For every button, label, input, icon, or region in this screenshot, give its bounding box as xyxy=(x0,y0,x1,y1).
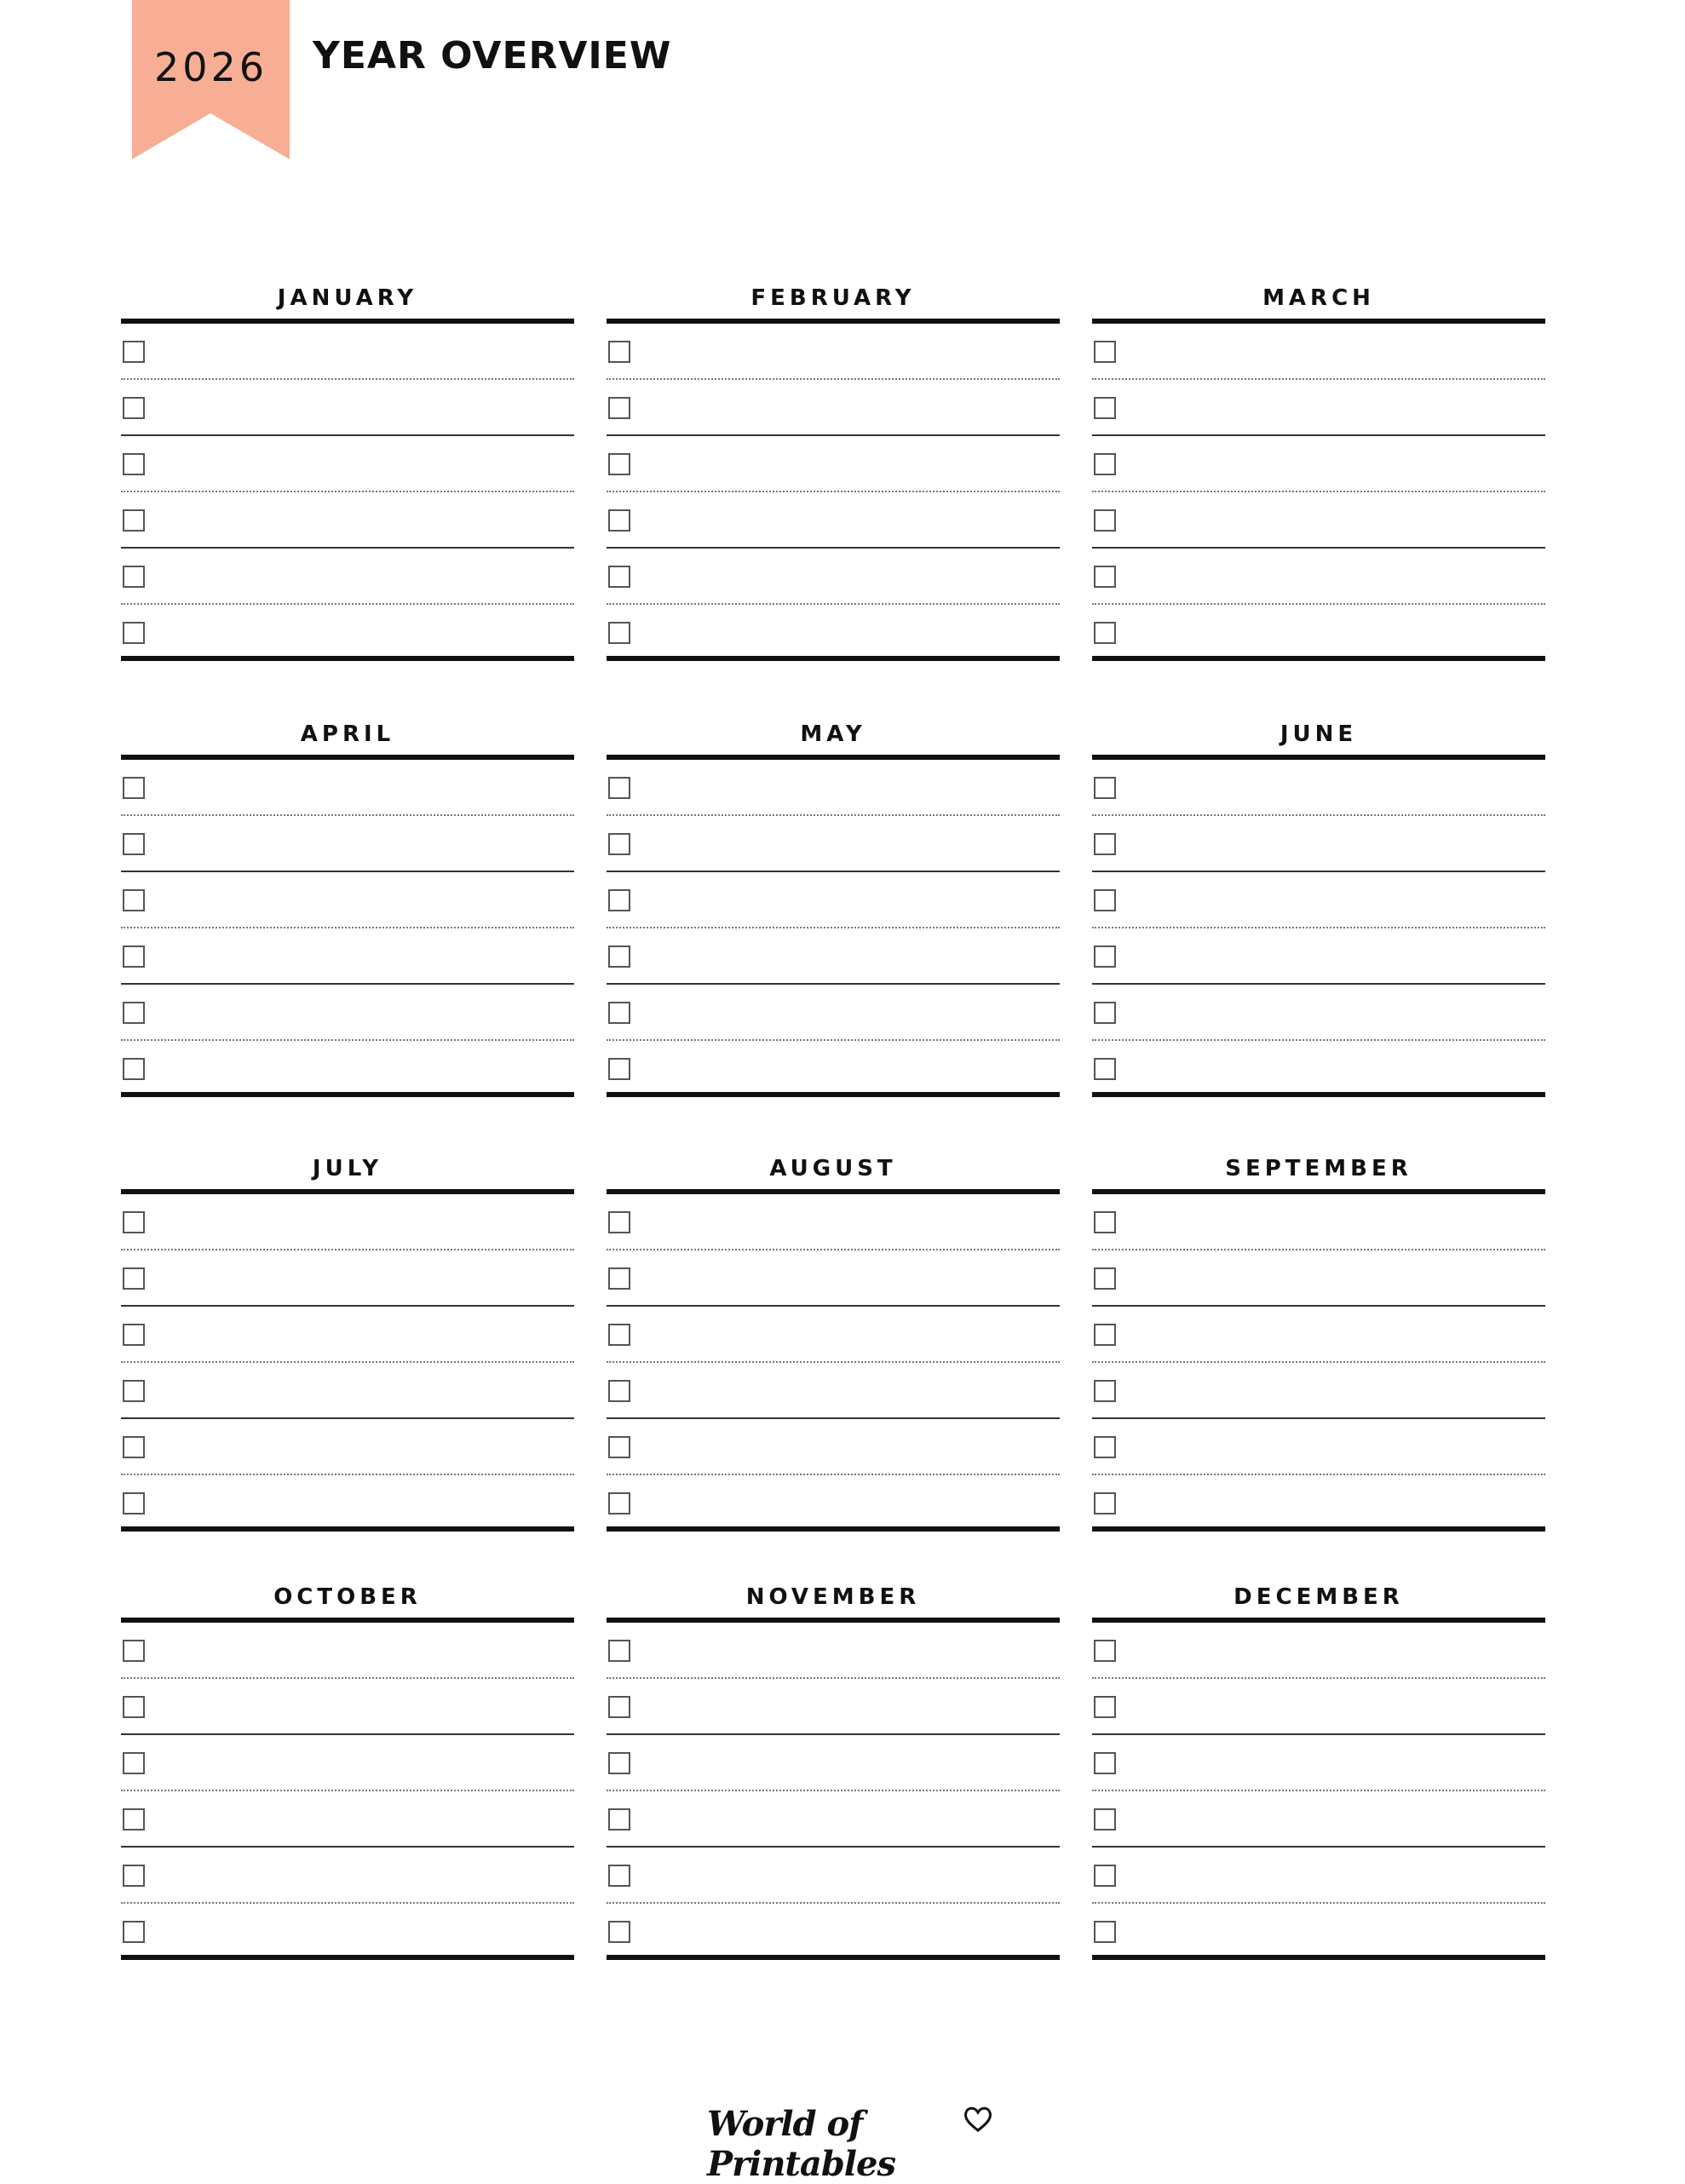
task-row xyxy=(121,1419,574,1475)
task-row xyxy=(121,1475,574,1532)
task-row xyxy=(607,492,1060,549)
task-checkbox[interactable] xyxy=(608,1696,630,1718)
task-row xyxy=(1092,1735,1545,1791)
task-checkbox[interactable] xyxy=(1094,453,1116,475)
task-list xyxy=(1092,1623,1545,1960)
task-row xyxy=(121,1791,574,1848)
task-row xyxy=(607,1735,1060,1791)
task-row xyxy=(121,492,574,549)
task-row xyxy=(121,1735,574,1791)
task-row xyxy=(607,1904,1060,1960)
task-row xyxy=(1092,324,1545,380)
task-row xyxy=(607,549,1060,605)
task-row xyxy=(607,380,1060,436)
task-row xyxy=(607,324,1060,380)
task-write-line[interactable] xyxy=(644,1363,1060,1417)
month-block-december xyxy=(1092,1580,1545,1960)
task-checkbox[interactable] xyxy=(1094,1267,1116,1290)
task-write-line[interactable] xyxy=(644,928,1060,983)
task-checkbox[interactable] xyxy=(1094,945,1116,968)
task-write-line[interactable] xyxy=(644,1623,1060,1677)
task-list xyxy=(121,1194,574,1532)
task-write-line[interactable] xyxy=(1130,985,1545,1039)
task-checkbox[interactable] xyxy=(1094,1058,1116,1080)
task-write-line[interactable] xyxy=(644,436,1060,491)
task-write-line[interactable] xyxy=(644,1735,1060,1790)
task-checkbox[interactable] xyxy=(123,833,145,855)
task-checkbox[interactable] xyxy=(1094,1211,1116,1233)
task-write-line[interactable] xyxy=(1130,324,1545,378)
month-block-november xyxy=(607,1580,1060,1960)
task-write-line[interactable] xyxy=(158,1419,574,1474)
task-checkbox[interactable] xyxy=(1094,1865,1116,1887)
task-write-line[interactable] xyxy=(644,760,1060,814)
task-checkbox[interactable] xyxy=(123,1324,145,1346)
task-checkbox[interactable] xyxy=(123,945,145,968)
task-row xyxy=(607,928,1060,985)
task-write-line[interactable] xyxy=(158,1307,574,1361)
task-checkbox[interactable] xyxy=(1094,1002,1116,1024)
month-title: JUNE xyxy=(1280,721,1358,747)
task-write-line[interactable] xyxy=(1130,872,1545,927)
task-checkbox[interactable] xyxy=(608,1640,630,1662)
month-block-april xyxy=(121,717,574,1097)
brand-logo xyxy=(707,2104,1014,2184)
year-label: 2026 xyxy=(153,44,268,90)
task-checkbox[interactable] xyxy=(1094,1808,1116,1831)
task-write-line[interactable] xyxy=(1130,492,1545,547)
task-checkbox[interactable] xyxy=(1094,566,1116,588)
task-checkbox[interactable] xyxy=(608,453,630,475)
task-write-line[interactable] xyxy=(644,324,1060,378)
month-block-march xyxy=(1092,281,1545,661)
task-checkbox[interactable] xyxy=(1094,1752,1116,1774)
task-row xyxy=(121,816,574,872)
task-checkbox[interactable] xyxy=(608,1808,630,1831)
task-list xyxy=(121,760,574,1097)
task-list xyxy=(1092,324,1545,661)
task-row xyxy=(1092,1307,1545,1363)
month-title: APRIL xyxy=(300,721,395,747)
task-write-line[interactable] xyxy=(1130,816,1545,871)
task-row xyxy=(607,1419,1060,1475)
task-checkbox[interactable] xyxy=(1094,1640,1116,1662)
task-row xyxy=(121,1041,574,1097)
task-row xyxy=(121,1250,574,1307)
task-row xyxy=(607,1848,1060,1904)
task-write-line[interactable] xyxy=(158,1679,574,1733)
task-write-line[interactable] xyxy=(158,436,574,491)
task-write-line[interactable] xyxy=(644,1250,1060,1305)
task-checkbox[interactable] xyxy=(608,1865,630,1887)
task-checkbox[interactable] xyxy=(608,566,630,588)
task-write-line[interactable] xyxy=(158,1791,574,1846)
month-title: MAY xyxy=(800,721,866,747)
task-checkbox[interactable] xyxy=(1094,1492,1116,1514)
task-checkbox[interactable] xyxy=(123,1640,145,1662)
task-row xyxy=(1092,492,1545,549)
page-title: YEAR OVERVIEW xyxy=(313,34,672,78)
month-title: FEBRUARY xyxy=(750,285,916,311)
task-row xyxy=(121,1904,574,1960)
task-checkbox[interactable] xyxy=(123,1696,145,1718)
task-row xyxy=(1092,605,1545,661)
task-row xyxy=(121,985,574,1041)
task-row xyxy=(607,1250,1060,1307)
task-row xyxy=(1092,1623,1545,1679)
task-write-line[interactable] xyxy=(644,1791,1060,1846)
task-checkbox[interactable] xyxy=(1094,1921,1116,1943)
heart-icon xyxy=(963,2104,993,2135)
task-write-line[interactable] xyxy=(644,816,1060,871)
month-title: DECEMBER xyxy=(1234,1584,1404,1610)
task-row xyxy=(121,605,574,661)
task-list xyxy=(607,760,1060,1097)
task-write-line[interactable] xyxy=(158,1623,574,1677)
task-row xyxy=(607,985,1060,1041)
task-checkbox[interactable] xyxy=(1094,1696,1116,1718)
task-checkbox[interactable] xyxy=(123,889,145,911)
task-write-line[interactable] xyxy=(1130,436,1545,491)
task-list xyxy=(607,1194,1060,1532)
task-row xyxy=(607,1041,1060,1097)
task-checkbox[interactable] xyxy=(608,889,630,911)
task-row xyxy=(1092,1363,1545,1419)
task-checkbox[interactable] xyxy=(608,1058,630,1080)
month-block-october xyxy=(121,1580,574,1960)
task-write-line[interactable] xyxy=(158,605,574,656)
month-title: AUGUST xyxy=(769,1156,897,1181)
task-checkbox[interactable] xyxy=(123,1002,145,1024)
task-write-line[interactable] xyxy=(1130,1848,1545,1902)
task-write-line[interactable] xyxy=(1130,760,1545,814)
task-row xyxy=(121,928,574,985)
task-write-line[interactable] xyxy=(644,605,1060,656)
month-title: MARCH xyxy=(1262,285,1375,311)
task-row xyxy=(1092,872,1545,928)
task-checkbox[interactable] xyxy=(1094,397,1116,419)
task-checkbox[interactable] xyxy=(123,1436,145,1458)
task-list xyxy=(1092,760,1545,1097)
task-write-line[interactable] xyxy=(644,492,1060,547)
task-write-line[interactable] xyxy=(1130,1363,1545,1417)
task-row xyxy=(1092,1194,1545,1250)
task-checkbox[interactable] xyxy=(1094,777,1116,799)
task-write-line[interactable] xyxy=(158,1363,574,1417)
task-row xyxy=(1092,380,1545,436)
task-checkbox[interactable] xyxy=(1094,1380,1116,1402)
task-checkbox[interactable] xyxy=(1094,509,1116,532)
task-row xyxy=(1092,1791,1545,1848)
task-row xyxy=(1092,760,1545,816)
task-row xyxy=(121,760,574,816)
task-write-line[interactable] xyxy=(1130,1250,1545,1305)
task-checkbox[interactable] xyxy=(123,1058,145,1080)
task-write-line[interactable] xyxy=(1130,605,1545,656)
task-write-line[interactable] xyxy=(1130,1194,1545,1249)
task-checkbox[interactable] xyxy=(608,1492,630,1514)
task-write-line[interactable] xyxy=(158,928,574,983)
task-row xyxy=(1092,1041,1545,1097)
month-title: OCTOBER xyxy=(273,1584,422,1610)
task-checkbox[interactable] xyxy=(123,397,145,419)
task-checkbox[interactable] xyxy=(123,1211,145,1233)
task-list xyxy=(121,1623,574,1960)
task-row xyxy=(607,816,1060,872)
task-row xyxy=(607,1307,1060,1363)
task-row xyxy=(607,1791,1060,1848)
task-write-line[interactable] xyxy=(158,1041,574,1092)
task-row xyxy=(607,1475,1060,1532)
task-checkbox[interactable] xyxy=(608,1921,630,1943)
month-title: JULY xyxy=(312,1156,383,1181)
task-row xyxy=(121,1848,574,1904)
task-write-line[interactable] xyxy=(158,380,574,434)
task-checkbox[interactable] xyxy=(123,777,145,799)
task-write-line[interactable] xyxy=(1130,1904,1545,1955)
month-block-january xyxy=(121,281,574,661)
task-row xyxy=(121,1194,574,1250)
task-row xyxy=(121,549,574,605)
task-checkbox[interactable] xyxy=(123,1808,145,1831)
task-write-line[interactable] xyxy=(158,492,574,547)
task-row xyxy=(1092,816,1545,872)
task-checkbox[interactable] xyxy=(608,1267,630,1290)
task-row xyxy=(1092,1250,1545,1307)
task-checkbox[interactable] xyxy=(608,1002,630,1024)
task-write-line[interactable] xyxy=(158,816,574,871)
task-row xyxy=(607,1679,1060,1735)
month-block-june xyxy=(1092,717,1545,1097)
task-write-line[interactable] xyxy=(158,324,574,378)
task-checkbox[interactable] xyxy=(608,833,630,855)
task-write-line[interactable] xyxy=(1130,380,1545,434)
task-write-line[interactable] xyxy=(644,549,1060,603)
month-title: SEPTEMBER xyxy=(1225,1156,1412,1181)
task-checkbox[interactable] xyxy=(123,1380,145,1402)
task-row xyxy=(1092,436,1545,492)
month-title: JANUARY xyxy=(277,285,418,311)
task-row xyxy=(1092,985,1545,1041)
task-list xyxy=(1092,1194,1545,1532)
task-row xyxy=(121,1623,574,1679)
month-block-august xyxy=(607,1152,1060,1532)
task-row xyxy=(607,1363,1060,1419)
month-block-september xyxy=(1092,1152,1545,1532)
task-checkbox[interactable] xyxy=(1094,889,1116,911)
task-write-line[interactable] xyxy=(1130,1791,1545,1846)
task-row xyxy=(607,760,1060,816)
task-checkbox[interactable] xyxy=(123,1752,145,1774)
task-row xyxy=(607,436,1060,492)
task-row xyxy=(1092,1419,1545,1475)
task-checkbox[interactable] xyxy=(123,453,145,475)
task-checkbox[interactable] xyxy=(1094,341,1116,363)
task-write-line[interactable] xyxy=(644,1307,1060,1361)
task-list xyxy=(607,324,1060,661)
task-checkbox[interactable] xyxy=(608,1324,630,1346)
task-checkbox[interactable] xyxy=(1094,833,1116,855)
task-checkbox[interactable] xyxy=(123,1492,145,1514)
task-checkbox[interactable] xyxy=(608,509,630,532)
task-row xyxy=(607,1194,1060,1250)
task-row xyxy=(1092,1904,1545,1960)
task-checkbox[interactable] xyxy=(608,945,630,968)
task-write-line[interactable] xyxy=(644,1679,1060,1733)
task-row xyxy=(607,872,1060,928)
task-list xyxy=(121,324,574,661)
task-row xyxy=(1092,1475,1545,1532)
month-title: NOVEMBER xyxy=(745,1584,921,1610)
task-row xyxy=(121,1307,574,1363)
task-write-line[interactable] xyxy=(644,1475,1060,1526)
month-block-july xyxy=(121,1152,574,1532)
task-row xyxy=(121,436,574,492)
task-write-line[interactable] xyxy=(1130,1735,1545,1790)
task-write-line[interactable] xyxy=(1130,549,1545,603)
task-write-line[interactable] xyxy=(158,1904,574,1955)
task-checkbox[interactable] xyxy=(123,1865,145,1887)
task-write-line[interactable] xyxy=(644,1194,1060,1249)
task-checkbox[interactable] xyxy=(608,1436,630,1458)
task-write-line[interactable] xyxy=(1130,928,1545,983)
task-checkbox[interactable] xyxy=(608,341,630,363)
task-checkbox[interactable] xyxy=(608,777,630,799)
task-write-line[interactable] xyxy=(644,380,1060,434)
task-write-line[interactable] xyxy=(158,1250,574,1305)
task-checkbox[interactable] xyxy=(608,397,630,419)
task-write-line[interactable] xyxy=(158,549,574,603)
task-checkbox[interactable] xyxy=(1094,1436,1116,1458)
task-checkbox[interactable] xyxy=(123,1921,145,1943)
task-write-line[interactable] xyxy=(644,1419,1060,1474)
month-block-february xyxy=(607,281,1060,661)
task-write-line[interactable] xyxy=(158,1848,574,1902)
task-checkbox[interactable] xyxy=(123,566,145,588)
brand-logo-text: World of Printables xyxy=(707,2104,895,2184)
task-write-line[interactable] xyxy=(158,1475,574,1526)
task-write-line[interactable] xyxy=(644,985,1060,1039)
task-row xyxy=(1092,549,1545,605)
task-checkbox[interactable] xyxy=(123,1267,145,1290)
task-row xyxy=(121,1363,574,1419)
task-list xyxy=(607,1623,1060,1960)
task-write-line[interactable] xyxy=(1130,1623,1545,1677)
task-write-line[interactable] xyxy=(644,872,1060,927)
task-write-line[interactable] xyxy=(1130,1041,1545,1092)
task-checkbox[interactable] xyxy=(608,1380,630,1402)
task-write-line[interactable] xyxy=(644,1848,1060,1902)
task-checkbox[interactable] xyxy=(608,1211,630,1233)
task-checkbox[interactable] xyxy=(1094,622,1116,644)
task-row xyxy=(1092,928,1545,985)
task-write-line[interactable] xyxy=(644,1041,1060,1092)
task-write-line[interactable] xyxy=(158,760,574,814)
task-row xyxy=(607,605,1060,661)
task-write-line[interactable] xyxy=(1130,1679,1545,1733)
task-checkbox[interactable] xyxy=(608,1752,630,1774)
task-row xyxy=(607,1623,1060,1679)
task-checkbox[interactable] xyxy=(123,509,145,532)
task-checkbox[interactable] xyxy=(1094,1324,1116,1346)
task-write-line[interactable] xyxy=(1130,1475,1545,1526)
task-write-line[interactable] xyxy=(158,1194,574,1249)
task-row xyxy=(121,1679,574,1735)
task-row xyxy=(121,380,574,436)
task-row xyxy=(1092,1848,1545,1904)
task-row xyxy=(1092,1679,1545,1735)
month-block-may xyxy=(607,717,1060,1097)
task-checkbox[interactable] xyxy=(123,622,145,644)
task-checkbox[interactable] xyxy=(123,341,145,363)
task-write-line[interactable] xyxy=(1130,1419,1545,1474)
task-checkbox[interactable] xyxy=(608,622,630,644)
task-write-line[interactable] xyxy=(158,872,574,927)
task-write-line[interactable] xyxy=(644,1904,1060,1955)
task-write-line[interactable] xyxy=(158,1735,574,1790)
task-row xyxy=(121,872,574,928)
task-write-line[interactable] xyxy=(158,985,574,1039)
task-write-line[interactable] xyxy=(1130,1307,1545,1361)
task-row xyxy=(121,324,574,380)
